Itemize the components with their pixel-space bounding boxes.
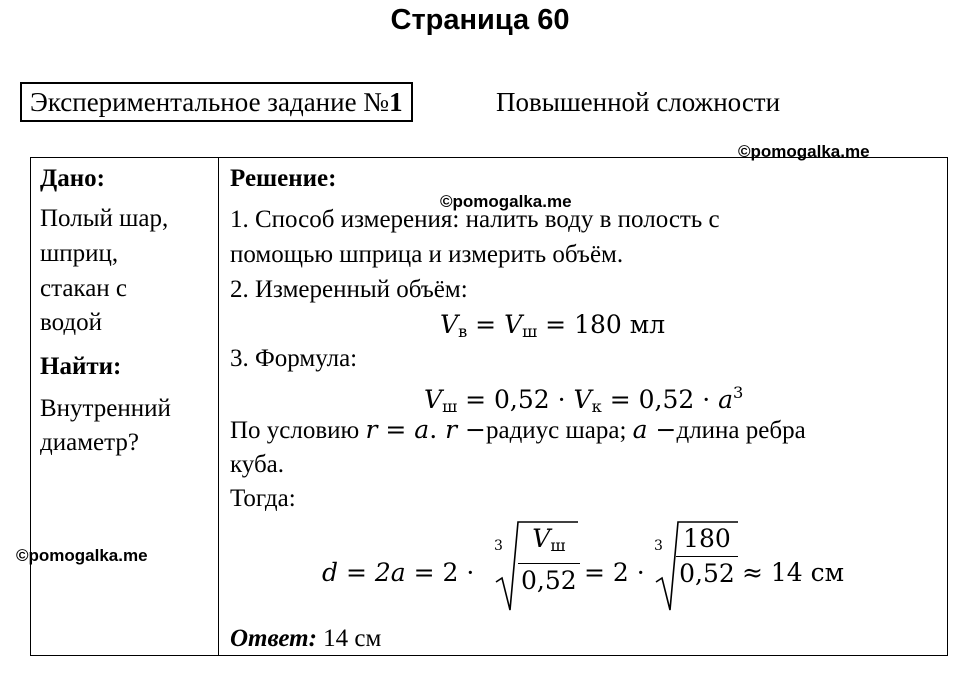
solution-heading: Решение:	[230, 165, 337, 192]
task-label-box	[20, 82, 413, 122]
watermark-center: ©pomogalka.me	[440, 192, 572, 211]
given-heading: Дано:	[40, 165, 105, 192]
answer-line: Ответ: 14 см	[230, 625, 382, 652]
equation-diameter-mid: = 2 ·	[584, 558, 645, 587]
condition-line-2: куба.	[230, 451, 285, 478]
column-divider	[218, 157, 219, 656]
page-title: Страница 60	[390, 4, 570, 36]
fraction-2: $\frac{180}{0,52}$	[676, 522, 738, 591]
then-label: Тогда:	[230, 485, 296, 512]
given-line-2: шприц,	[40, 240, 119, 267]
difficulty-label: Повышенной сложности	[496, 87, 781, 117]
given-line-4: водой	[40, 309, 103, 336]
find-heading: Найти:	[40, 353, 122, 380]
step3-label: 3. Формула:	[230, 345, 358, 372]
equation-volume: $V_в = V_ш = 180$ мл	[440, 310, 666, 342]
equation-diameter-result: ≈ 14 см	[742, 558, 845, 587]
fraction-1: $\frac{V_ш}{0,52}$	[518, 522, 578, 598]
root-index-1: 3	[494, 538, 503, 554]
equation-formula: $V_ш = 0,52 \cdot V_к = 0,52 \cdot a^3$	[424, 383, 744, 416]
step2-label: 2. Измеренный объём:	[230, 276, 468, 303]
equation-diameter-lhs: d = 2a = 2 ·	[322, 558, 475, 587]
given-line-1: Полый шар,	[40, 205, 169, 232]
condition-line-1: По условию r = a. r −радиус шара; a −длина ребра	[230, 415, 806, 444]
task-number: 1	[389, 87, 403, 117]
step1-line-2: помощью шприца и измерить объём.	[230, 241, 624, 268]
watermark-top-right: ©pomogalka.me	[738, 142, 870, 161]
find-line-1: Внутренний	[40, 395, 171, 422]
step1-line-1: 1. Способ измерения: налить воду в полость с	[230, 206, 720, 233]
task-label: Экспериментальное задание №	[30, 87, 390, 117]
root-index-2: 3	[654, 538, 663, 554]
given-line-3: стакан с	[40, 275, 128, 302]
watermark-left: ©pomogalka.me	[16, 546, 148, 565]
find-line-2: диаметр?	[40, 429, 139, 456]
